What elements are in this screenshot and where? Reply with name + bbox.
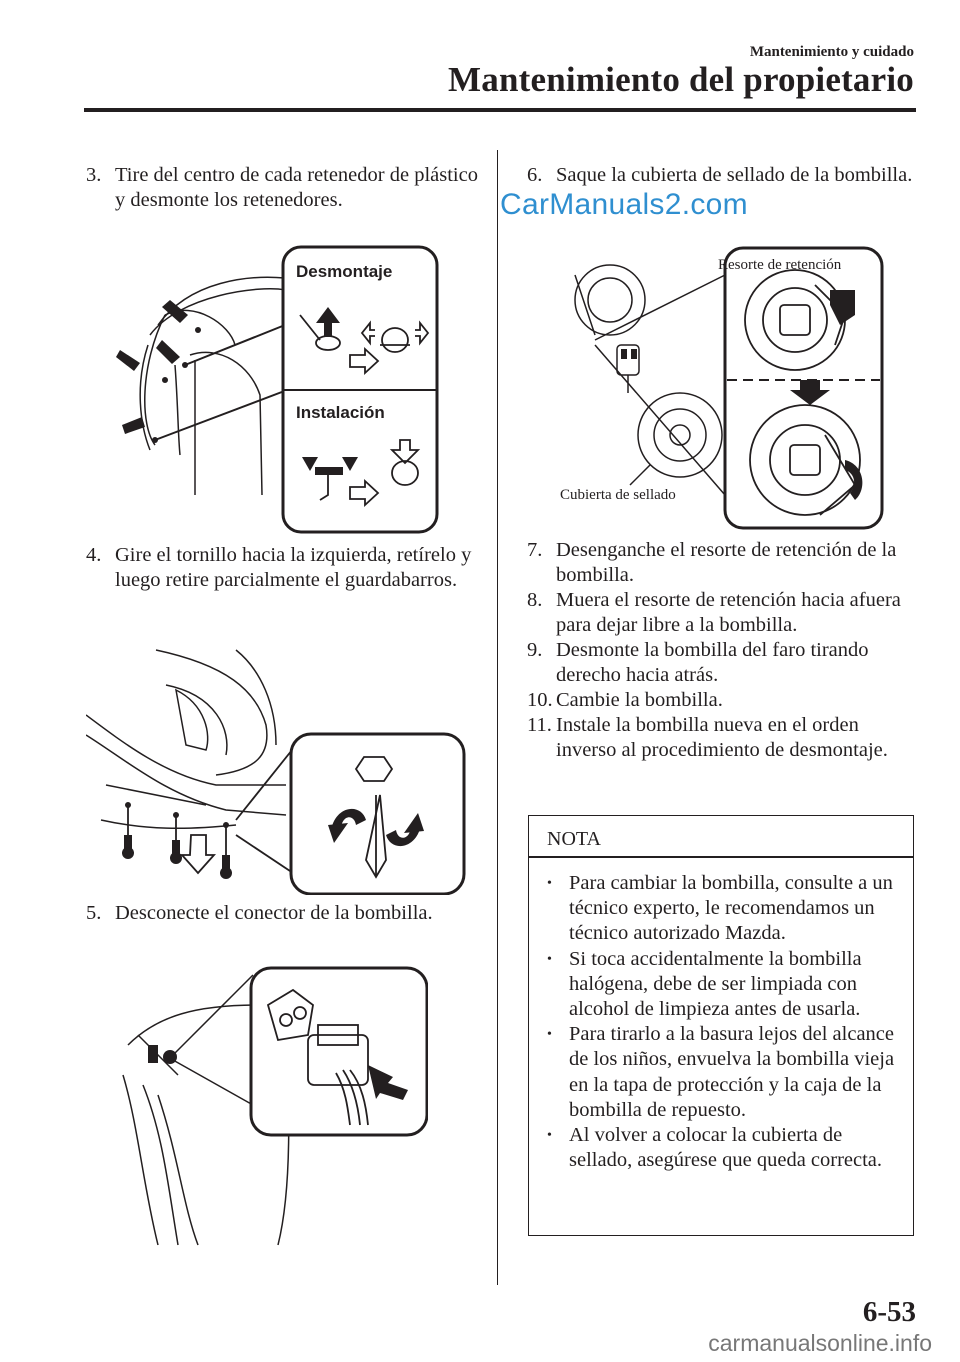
step-7	[527, 538, 917, 588]
note-text: Si toca accidentalmente la bombilla halógena, debe de ser limpiada con alcohol de limpieza antes de usarla.	[569, 947, 862, 1021]
label-instalacion: Instalación	[296, 403, 385, 422]
note-text: Para cambiar la bombilla, consulte a un técnico experto, le recomendamos un técnico autorizado Mazda.	[569, 872, 893, 945]
step-3	[86, 163, 486, 213]
note-item	[545, 871, 905, 947]
watermark-carmanualsonline: carmanualsonline.info	[708, 1330, 932, 1356]
step-number: 9.	[527, 639, 543, 661]
step-text: Tire del centro de cada retenedor de plástico y desmonte los retenedores.	[115, 164, 478, 211]
step-text: Desmonte la bombilla del faro tirando derecho hacia atrás.	[556, 639, 869, 686]
note-text: Para tirarlo a la basura lejos del alcance de los niños, envuelva la bombilla vieja en la tapa de protección y la caja de la bombilla de repuesto.	[569, 1023, 895, 1121]
sealing-cover-figure	[555, 245, 885, 530]
retainer-removal-figure	[110, 245, 440, 535]
label-desmontaje: Desmontaje	[296, 262, 393, 281]
label-sealing-cover: Cubierta de sellado	[560, 487, 676, 503]
step-text: Saque la cubierta de sellado de la bombilla.	[556, 164, 913, 186]
bullet-icon: •	[547, 1027, 552, 1043]
step-text: Instale la bombilla nueva en el orden inverso al procedimiento de desmontaje.	[556, 714, 888, 761]
steps-list	[527, 538, 917, 763]
page-title: Mantenimiento del propietario	[448, 60, 914, 99]
section-subtitle: Mantenimiento y cuidado	[749, 44, 914, 60]
note-text: Al volver a colocar la cubierta de sellado, asegúrese que queda correcta.	[569, 1124, 883, 1172]
bullet-icon: •	[547, 1128, 552, 1144]
note-divider	[529, 856, 913, 858]
step-11	[527, 713, 917, 763]
watermark-carmanuals2: CarManuals2.com	[500, 188, 748, 221]
note-item	[545, 947, 905, 1023]
bullet-icon: •	[547, 951, 552, 967]
step-text: Muera el resorte de retención hacia afuera para dejar libre a la bombilla.	[556, 589, 901, 636]
step-8	[527, 588, 917, 638]
fender-screw-figure	[86, 645, 468, 895]
note-title: NOTA	[547, 828, 601, 850]
label-retaining-spring: Resorte de retención	[718, 257, 842, 273]
step-number: 5.	[86, 902, 102, 924]
column-divider	[497, 150, 498, 1285]
step-number: 11.	[527, 714, 552, 736]
step-number: 6.	[527, 164, 543, 186]
note-box	[528, 815, 914, 1236]
step-4	[86, 543, 486, 593]
step-text: Desconecte el conector de la bombilla.	[115, 902, 433, 924]
step-text: Gire el tornillo hacia la izquierda, retírelo y luego retire parcialmente el guardabarros.	[115, 544, 472, 591]
step-10	[527, 688, 917, 713]
step-text: Cambie la bombilla.	[556, 689, 723, 711]
note-list	[545, 871, 905, 1173]
note-item	[545, 1022, 905, 1123]
bullet-icon: •	[547, 876, 552, 891]
step-text: Desenganche el resorte de retención de la bombilla.	[556, 539, 897, 586]
header-rule	[84, 108, 916, 112]
step-6	[527, 163, 917, 188]
step-number: 7.	[527, 539, 543, 561]
bulb-connector-figure	[118, 965, 428, 1250]
step-number: 4.	[86, 544, 102, 566]
note-item	[545, 1123, 905, 1173]
step-5	[86, 901, 486, 926]
step-number: 8.	[527, 589, 543, 611]
page-number: 6-53	[862, 1296, 916, 1328]
step-number: 3.	[86, 164, 102, 186]
step-9	[527, 638, 917, 688]
step-number: 10.	[527, 689, 553, 711]
